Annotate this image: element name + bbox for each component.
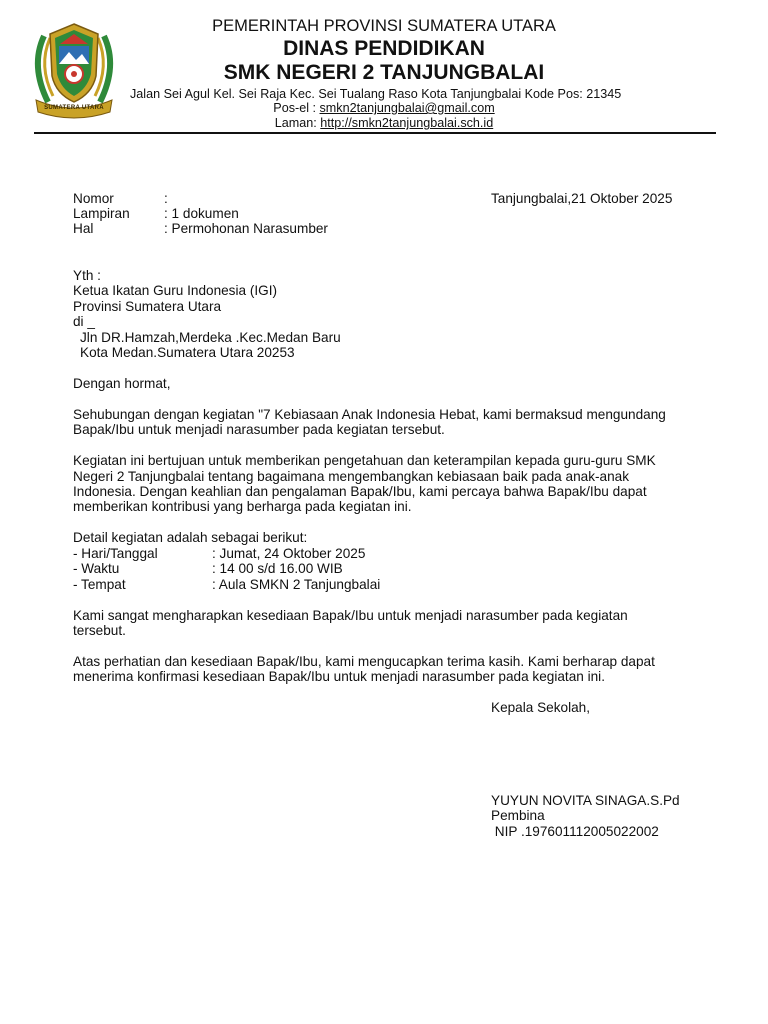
paragraph-4-line-1: Atas perhatian dan kesediaan Bapak/Ibu, kami mengucapkan terima kasih. Kami berharap dapat [73,654,655,669]
lampiran-value: : 1 dokumen [164,206,239,221]
hal-value: : Permohonan Narasumber [164,221,328,236]
letterhead-office: DINAS PENDIDIKAN [283,37,485,60]
province-emblem-logo [26,16,122,120]
website-label: Laman: [274,116,321,130]
detail-value-date: : Jumat, 24 Oktober 2025 [212,546,366,561]
paragraph-2-line-1: Kegiatan ini bertujuan untuk memberikan pengetahuan dan keterampilan kepada guru-guru SMK [73,453,656,468]
logo-ribbon-text: SUMATERA UTARA [44,105,104,111]
letterhead-website [120,116,648,131]
signature-nip: NIP .197601112005022002 [491,824,659,839]
website-link[interactable]: http://smkn2tanjungbalai.sch.id [320,116,494,130]
recipient-city: Kota Medan.Sumatera Utara 20253 [80,345,295,360]
nomor-label: Nomor [73,191,114,206]
recipient-yth: Yth : [73,268,101,283]
paragraph-2-line-3: Indonesia. Dengan keahlian dan pengalaman Bapak/Ibu, kami percaya bahwa Bapak/Ibu dapat [73,484,647,499]
paragraph-3-line-1: Kami sangat mengharapkan kesediaan Bapak/Ibu untuk menjadi narasumber pada kegiatan [73,608,628,623]
paragraph-1-line-1: Sehubungan dengan kegiatan "7 Kebiasaan Anak Indonesia Hebat, kami bermaksud mengundang [73,407,666,422]
paragraph-2-line-4: memberikan kontribusi yang berharga pada kegiatan ini. [73,499,412,514]
detail-label-date: - Hari/Tanggal [73,546,158,561]
recipient-di: di _ [73,314,95,329]
nomor-value: : [164,191,168,206]
detail-value-time: : 14 00 s/d 16.00 WIB [212,561,343,576]
detail-intro: Detail kegiatan adalah sebagai berikut: [73,530,308,545]
paragraph-2-line-2: Negeri 2 Tanjungbalai tentang bagaimana mengembangkan kebiasaan baik pada anak-anak [73,469,629,484]
recipient-street: Jln DR.Hamzah,Merdeka .Kec.Medan Baru [80,330,341,345]
email-label: Pos-el : [273,101,320,115]
paragraph-3-line-2: tersebut. [73,623,126,638]
signature-name: YUYUN NOVITA SINAGA.S.Pd [491,793,680,808]
letterhead-address: Jalan Sei Agul Kel. Sei Raja Kec. Sei Tualang Raso Kota Tanjungbalai Kode Pos: 21345 [130,87,622,101]
recipient-name: Ketua Ikatan Guru Indonesia (IGI) [73,283,278,298]
lampiran-label: Lampiran [73,206,130,221]
paragraph-4-line-2: menerima konfirmasi kesediaan Bapak/Ibu untuk menjadi narasumber pada kegiatan ini. [73,669,605,684]
signature-title: Kepala Sekolah, [491,700,591,715]
hal-label: Hal [73,221,94,236]
greeting: Dengan hormat, [73,376,171,391]
detail-label-time: - Waktu [73,561,120,576]
letterhead-school-name: SMK NEGERI 2 TANJUNGBALAI [223,61,545,84]
recipient-province: Provinsi Sumatera Utara [73,299,222,314]
paragraph-1-line-2: Bapak/Ibu untuk menjadi narasumber pada kegiatan tersebut. [73,422,445,437]
email-link[interactable]: smkn2tanjungbalai@gmail.com [319,101,495,115]
signature-rank: Pembina [491,808,545,823]
letterhead-divider [34,132,716,134]
place-date: Tanjungbalai,21 Oktober 2025 [491,191,673,206]
detail-label-place: - Tempat [73,577,126,592]
letterhead-government: PEMERINTAH PROVINSI SUMATERA UTARA [212,17,556,35]
letterhead-email [120,101,648,116]
detail-value-place: : Aula SMKN 2 Tanjungbalai [212,577,381,592]
